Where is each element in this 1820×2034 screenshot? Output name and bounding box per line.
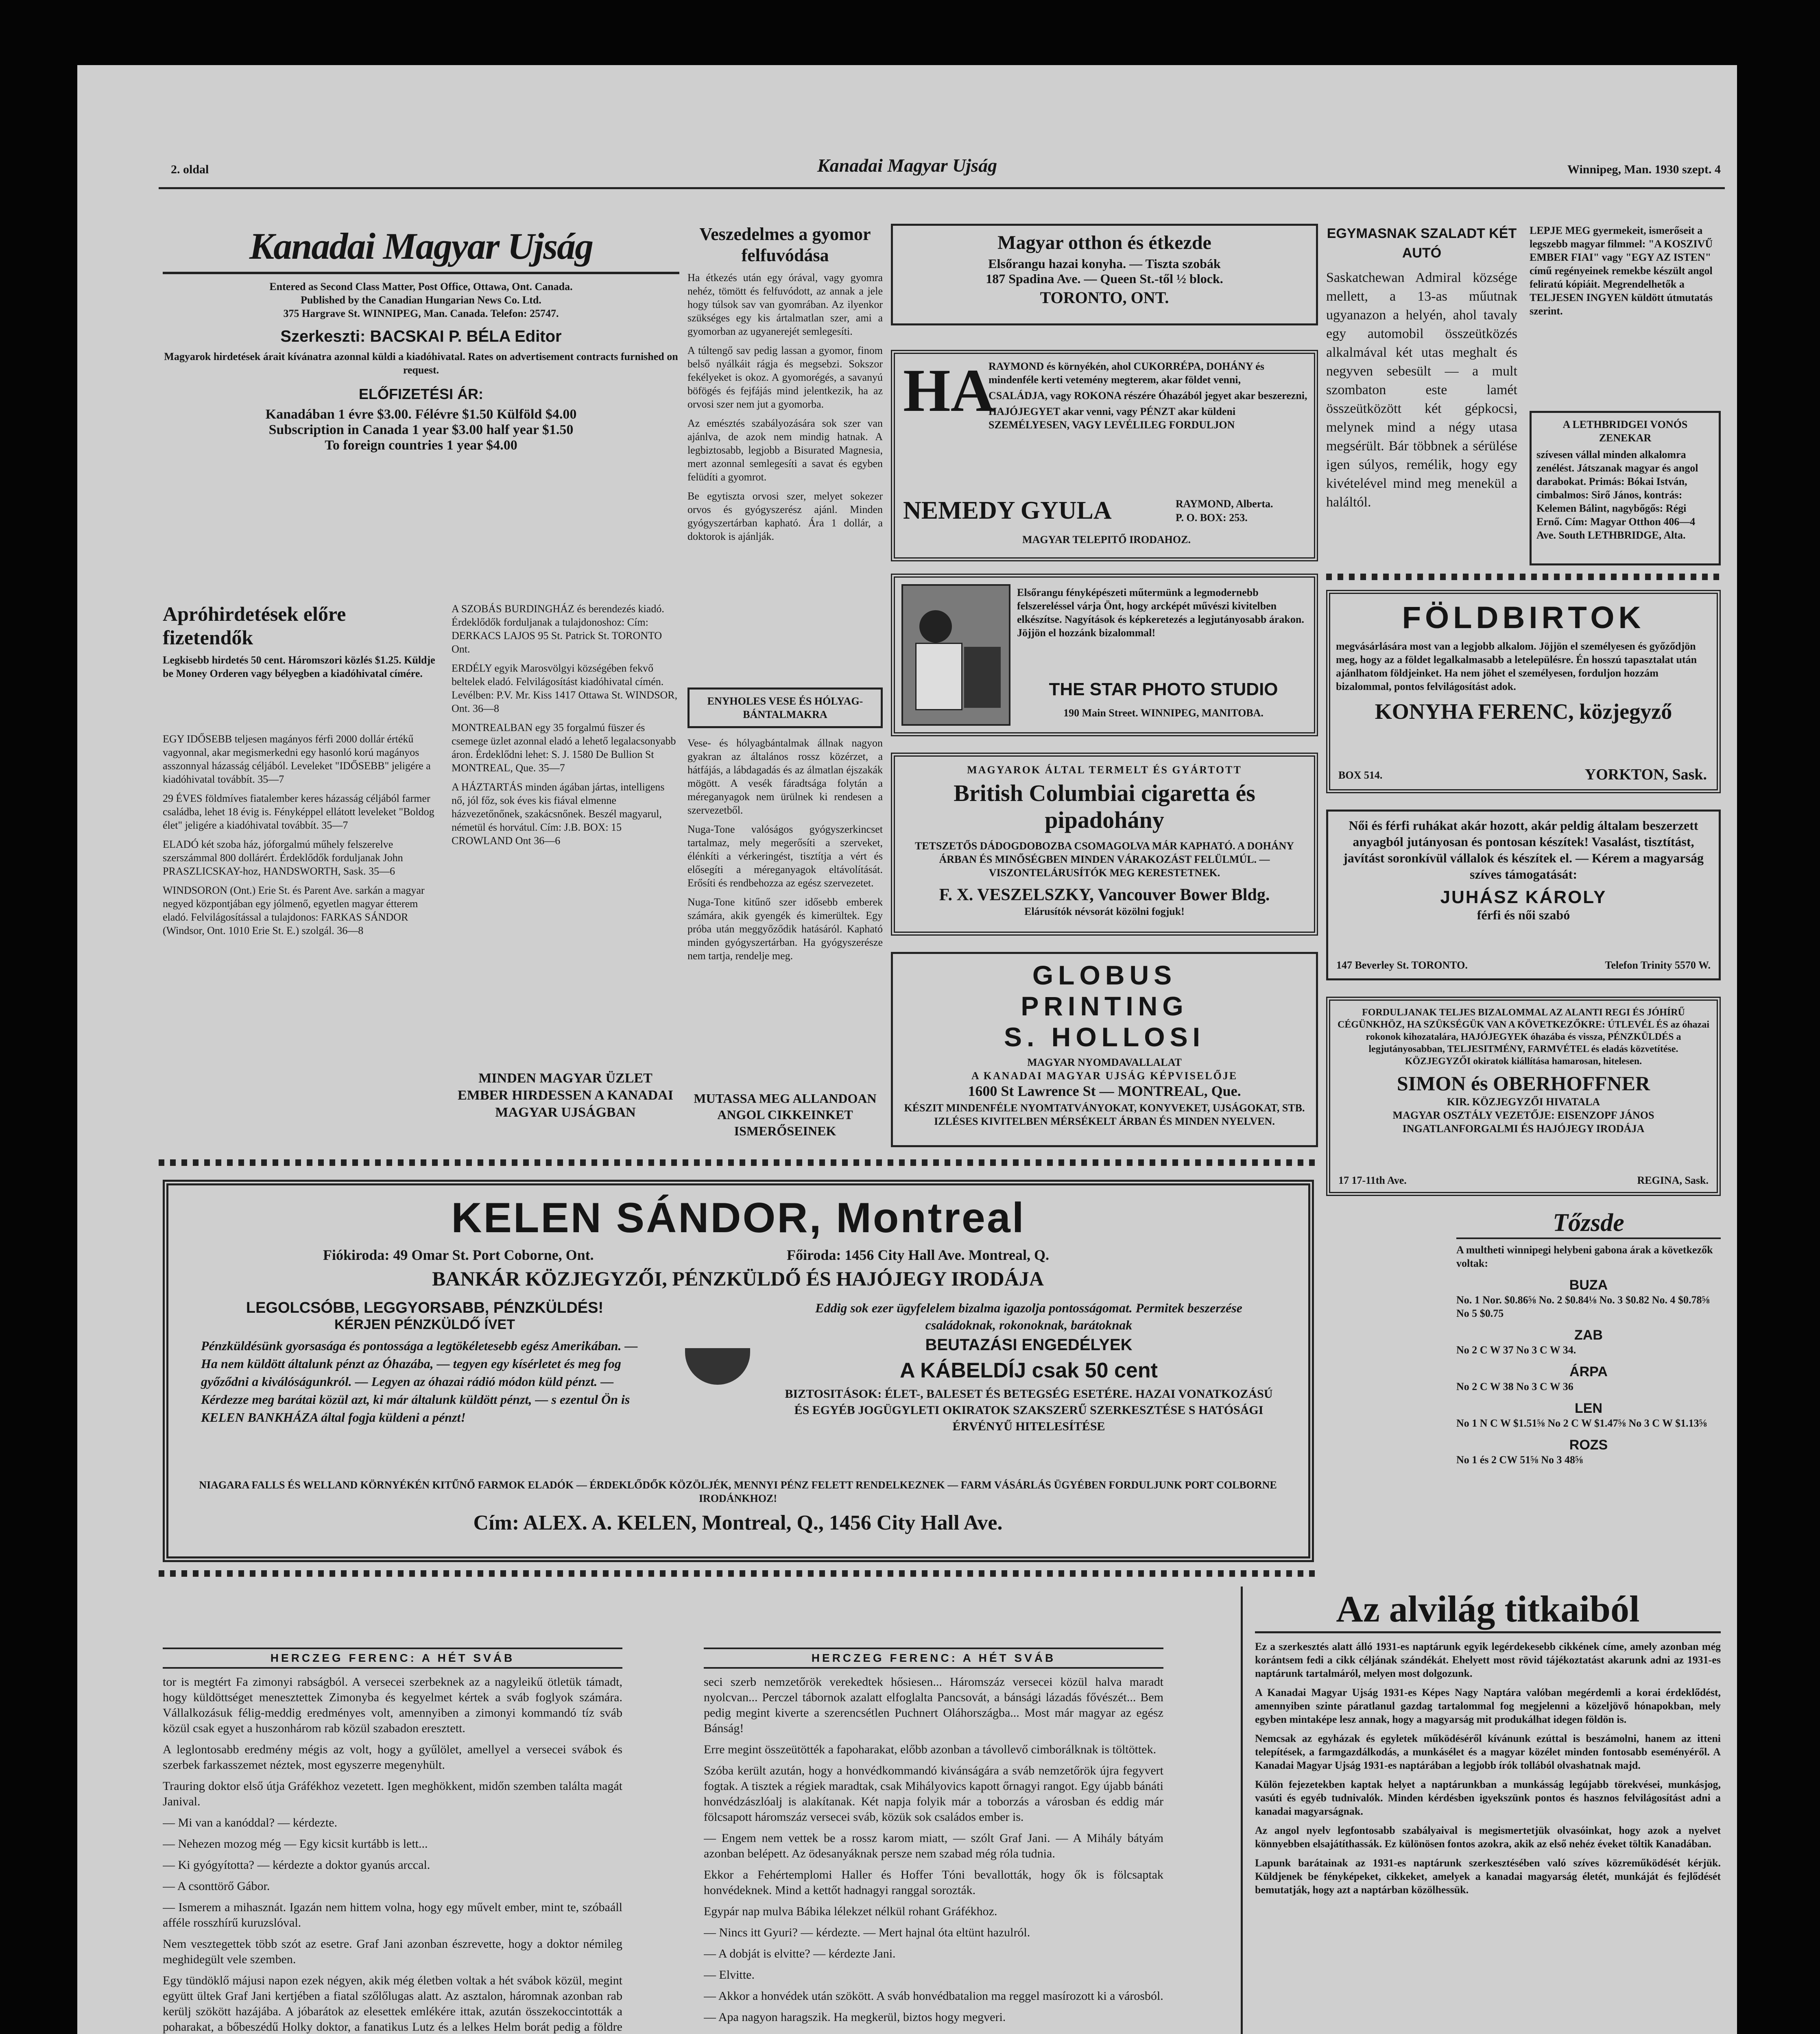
stock-item-text: No. 1 Nor. $0.86⅝ No. 2 $0.84⅛ No. 3 $0.82 No. 4 $0.78⅝ No 5 $0.75: [1456, 1294, 1710, 1319]
wavy-divider: [1326, 574, 1721, 580]
ad-tailor-name: JUHÁSZ KÁROLY: [1440, 887, 1607, 907]
ad-photo-address: 190 Main Street. WINNIPEG, MANITOBA.: [1063, 707, 1264, 719]
article-kidney-title: ENYHOLES VESE ÉS HÓLYAG-BÁNTALMAKRA: [687, 687, 883, 728]
ad-film: LEPJE MEG gyermekeit, ismerőseit a legszebb magyar filmmel: "A KOSZIVŰ EMBER FIAI" vagy "EGY AZ ISTEN" című regényeinek remekbe készült angol feliratú kópiáit. Megrendelhetők a TELJESEN INGYEN küldött útmutatás szerint.: [1530, 225, 1713, 317]
ad-star-photo: [891, 574, 1318, 736]
ad-land-name: KONYHA FERENC, közjegyző: [1375, 699, 1672, 724]
ad-nemedy-line: HAJÓJEGYET akar venni, vagy PÉNZT akar küldeni SZEMÉLYESEN, VAGY LEVÉLILEG FORDULJON: [989, 406, 1236, 431]
ad-kelen-subtitle: BANKÁR KÖZJEGYZŐI, PÉNZKÜLDŐ ÉS HAJÓJEGY IRODÁJA: [432, 1267, 1044, 1290]
classified-ad: WINDSORON (Ont.) Erie St. és Parent Ave. sarkán a magyar negyed központjában egy jólmenő, egyetlen magyar étterem eladó. Felvilágosítással a tulajdonos: FARKAS SÁNDOR (Windsor, Ont. 1010 Erie St. E.) szolgál. 36—8: [163, 884, 425, 936]
novel-paragraph: Egypár nap mulva Bábika lélekzet nélkül rohant Gráfékhoz.: [704, 1905, 997, 1918]
article-paragraph: A túltengő sav pedig lassan a gyomor, finom belső nyálkáit rágja és megsebzi. Sokszor fekélyeket is okoz. A gyomorégés, a savanyú böfögés és fejfájás mind jelentkezik, ha az orvosi szer nem jut a gyomorba.: [687, 345, 883, 410]
article-underworld: [1241, 1587, 1721, 2034]
ad-globus-rep: A KANADAI MAGYAR UJSÁG KÉPVISELŐJE: [971, 1070, 1238, 1082]
ad-photo-text: Elsőrangu fényképészeti műtermünk a legmodernebb felszereléssel várja Önt, hogy arcképét művészi kivitelben elkészítse. Nagyítások és képkeretezés a legjutányosabb árakon. Jöjjön el hozzánk bizalommal!: [1017, 587, 1304, 639]
stock-item: [1456, 1401, 1721, 1430]
stock-title: Tőzsde: [1456, 1208, 1721, 1239]
novel-paragraph: — Apa nagyon haragszik. Ha megkerül, biztos hogy megveri.: [704, 2010, 1006, 2024]
stock-item-name: BUZA: [1569, 1277, 1608, 1293]
novel-paragraph: — Akkor a honvédek után szökött. A sváb honvédbatalion ma reggel masírozott ki a városból.: [704, 1989, 1163, 2003]
novel-paragraph: A leglontosabb eredmény mégis az volt, hogy a gyűlölet, amellyel a versecei svábok és szerbek farkasszemet néztek, most egyszerre megenyhült.: [163, 1743, 622, 1772]
ad-land-city: YORKTON, Sask.: [1584, 766, 1707, 783]
ad-kelen-sandor: [163, 1180, 1314, 1562]
ad-kelen-footer-note: NIAGARA FALLS ÉS WELLAND KÖRNYÉKÉN KITŰNŐ FARMOK ELADÓK — ÉRDEKLŐDŐK KÖZÖLJÉK, MENNYI PÉNZ FELETT RENDELKEZNEK — FARM VÁSÁRLÁS ÜGYÉBEN FORDULJUNK PORT COLBORNE IRODÁNKHOZ!: [199, 1479, 1277, 1504]
stock-item: [1456, 1437, 1721, 1467]
novel-paragraph: Ekkor a Fehértemplomi Haller és Hoffer Tóni bevallották, hogy ők is fölcsaptak honvédeknek. Mind a kettőt hadnagyi ranggal sorozták.: [704, 1868, 1163, 1897]
ad-globus-title1: GLOBUS: [1032, 960, 1177, 990]
ad-kelen-left-text: Pénzküldésünk gyorsasága és pontossága a legtökéletesebb egész Amerikában. — Ha nem küldött általunk pénzt az Óhazába, — tegyen egy kísérletet és meg fog győződni a kiválóságunkról. — Legyen az óhazai rádió módon küld pénzt. — Kérdezze meg barátai közül azt, ki már általunk küldött pénzt, — s ezentul Ön is KELEN BANKHÁZA által fogja küldeni a pénzt!: [201, 1338, 638, 1425]
wavy-divider: [159, 1159, 1318, 1166]
article-paragraph: A Kanadai Magyar Ujság 1931-es Képes Nagy Naptára valóban megérdemli a korai érdeklődést, amennyiben szinte páratlanul gazdag tartalommal fog megjelenni a közeljövő hónapokban, mely egyben mintaképe lesz annak, hogy a magyarság mit produkálhat idegen földön is.: [1255, 1687, 1721, 1725]
ad-globus-text: KÉSZIT MINDENFÉLE NYOMTATVÁNYOKAT, KONYVEKET, UJSÁGOKAT, STB. IZLÉSES KIVITELBEN MÉRSÉKELT ÁRBAN ÉS MINDEN NYELVEN.: [904, 1102, 1305, 1127]
article-auto-title: EGYMASNAK SZALADT KÉT AUTÓ: [1327, 226, 1517, 261]
masthead-rates-note: Magyarok hirdetések árait kívánatra azonnal küldi a kiadóhivatal. Rates on advertisement contracts furnished on request.: [164, 351, 678, 376]
article-paragraph: Vese- és hólyagbántalmak állnak nagyon gyakran az általános rossz közérzet, a hátfájás, a lábdagadás és az álmatlan éjszakák mögött. A vesék fáradtsága folytán a méreganyagok nem ürülnek ki rendesen a szervezetből.: [687, 737, 883, 816]
ad-simon-sub: KIR. KÖZJEGYZŐI HIVATALA: [1447, 1096, 1600, 1108]
stock-item-name: ROZS: [1569, 1437, 1608, 1453]
novel-paragraph: Egy tündöklő májusi napon ezek négyen, akik még életben voltak a hét svábok közül, megint együtt ültek Graf Jani kertjében a fiatal szőlőlugas alatt. Az asztalon, háromnak azonban rab kerülj szökött hazájába. A jóbarátok az elesettek emlékére ittak, azután összekoccintották a poharakat, a bőbeszédű Holky doktor, a fanatikus Lutz és a lelkes Helm borát pedig a földre: [163, 1974, 622, 2034]
masthead-line-1: Entered as Second Class Matter, Post Office, Ottawa, Ont. Canada.: [269, 281, 573, 292]
ad-cigarette: [891, 753, 1318, 936]
ad-kelen-cable: A KÁBELDÍJ csak 50 cent: [900, 1359, 1158, 1382]
article-kidney: [687, 736, 883, 1086]
ad-kelen-address: Cím: ALEX. A. KELEN, Montreal, Q., 1456 City Hall Ave.: [473, 1511, 1003, 1534]
novel-paragraph: — Mi van a kanóddal? — kérdezte.: [163, 1816, 338, 1829]
novel-paragraph: — Ki gyógyította? — kérdezte a doktor gyanús arccal.: [163, 1858, 430, 1872]
ad-simon-city: REGINA, Sask.: [1637, 1174, 1709, 1186]
stock-item: [1456, 1364, 1721, 1393]
ad-tailor-role: férfi és női szabó: [1477, 908, 1570, 922]
ad-globus-title2: PRINTING: [1021, 991, 1188, 1021]
ad-cigarette-name: F. X. VESZELSZKY, Vancouver Bower Bldg.: [939, 886, 1270, 904]
ad-kelen-right-text2: BIZTOSITÁSOK: ÉLET-, BALESET ÉS BETEGSÉG ESETÉRE. HAZAI VONATKOZÁSÚ ÉS EGYÉB JOGÜGYLETI OKIRATOK SZAKSZERŰ SZERKESZTÉSE S HATÓSÁGI ÉRVÉNYŰ HITELESÍTÉSE: [785, 1387, 1273, 1433]
ad-simon-line: MAGYAR OSZTÁLY VEZETŐJE: EISENZOPF JÁNOS INGATLANFORGALMI ÉS HAJÓJEGY IRODÁJA: [1392, 1109, 1654, 1135]
classifieds-right-column: [452, 602, 679, 1070]
stock-item-text: No 2 C W 38 No 3 C W 36: [1456, 1381, 1573, 1392]
ad-kelen-title: KELEN SÁNDOR, Montreal: [451, 1194, 1026, 1242]
article-auto: [1326, 224, 1517, 557]
ad-cigarette-text: TETSZETŐS DÁDOGDOBOZBA CSOMAGOLVA MÁR KAPHATÓ. A DOHÁNY ÁRBAN ÉS MINŐSÉGBEN MINDEN VÁRAKOZÁST FELÜLMÚL. — VISZONTELÁRUSÍTÓK MEG KERESTETNEK.: [914, 840, 1294, 879]
stock-item-name: ZAB: [1574, 1327, 1603, 1343]
ad-tailor: [1326, 810, 1721, 980]
ad-land-text: megvásárlására most van a legjobb alkalom. Jöjjön el személyesen és győződjön meg, hogy az a földet legalkalmasabb a letelepülésre. Én hosszú tapasztalat után ajánlhatom földjeinket. Ha nem jöhet el személyesen, forduljon hozzám bizalommal, pontos felvilágosítást adok.: [1336, 640, 1697, 692]
stock-item: [1456, 1327, 1721, 1357]
stock-item-name: ÁRPA: [1569, 1364, 1608, 1379]
novel-paragraph: tor is megtért Fa zimonyi rabságból. A versecei szerbeknek az a nagyleikű ötletük támadt, hogy küldöttséget menesztettek Zimonyba és kegyelmet kértek a sváb foglyok számára. Vállalkozásuk félig-meddig eredményes volt, amennyiben a zimonyi kommandó tíz sváb közül csak egyet a huszonhárom rab közül szabadon eresztett.: [163, 1675, 622, 1735]
header-rule: [159, 187, 1725, 189]
stock-exchange: [1456, 1208, 1721, 1599]
subscription-title: ELŐFIZETÉSI ÁR:: [359, 386, 483, 402]
ad-home-title: Magyar otthon és étkezde: [997, 232, 1211, 253]
ad-kelen-branch: Fiókiroda: 49 Omar St. Port Coborne, Ont.: [323, 1247, 594, 1263]
ad-photo-name: THE STAR PHOTO STUDIO: [1049, 679, 1278, 699]
novel-left: [163, 1648, 622, 2034]
article-paragraph: Az emésztés szabályozására sok szer van ajánlva, de azok nem mindig hatnak. A legbiztosabb, legjobb a Bisurated Magnesia, mert azonnal semlegesíti a savat és egyben felüdíti a gyomrot.: [687, 417, 883, 483]
article-paragraph: Ez a szerkesztés alatt álló 1931-es naptárunk egyik legérdekesebb cikkének címe, amely azonban még korántsem fedi a cikk céljának szándékát. Ehelyett most rövid tájékoztatást akarunk adni az 1931-es naptárunk tartalmáról, melyen most dolgozunk.: [1255, 1641, 1721, 1679]
ad-nemedy-addr1: RAYMOND, Alberta.: [1176, 498, 1273, 510]
classifieds-title: Apróhirdetések előre fizetendők: [163, 602, 346, 649]
ad-kelen-left-head: LEGOLCSÓBB, LEGGYORSABB, PÉNZKÜLDÉS!: [246, 1299, 604, 1316]
article-stomach-title: Veszedelmes a gyomor felfuvódása: [699, 224, 871, 265]
ad-kelen-left-head2: KÉRJEN PÉNZKÜLDŐ ÍVET: [334, 1317, 515, 1332]
ad-home-address: 187 Spadina Ave. — Queen St.-től ½ block.: [986, 271, 1223, 286]
ad-globus-addr: 1600 St Lawrence St — MONTREAL, Que.: [968, 1083, 1241, 1099]
ad-nemedy-addr2: P. O. BOX: 253.: [1176, 512, 1248, 524]
ad-nemedy-tag: MAGYAR TELEPITŐ IRODAHOZ.: [1022, 534, 1191, 546]
ad-land-box: BOX 514.: [1338, 769, 1383, 781]
classified-ad: ERDÉLY egyik Marosvölgyi községében fekvő beltelek eladó. Felvilágosítást kiadóhivatal címén. Levélben: P.V. Mr. Kiss 1417 Ottawa St. WINDSOR, Ont. 36—8: [452, 662, 678, 714]
novel-left-header: HERCZEG FERENC: A HÉT SVÁB: [163, 1648, 622, 1669]
page-date: Winnipeg, Man. 1930 szept. 4: [1567, 163, 1721, 176]
article-paragraph: Külön fejezetekben kaptak helyet a naptárunkban a munkásság legújabb törekvései, munkásjog, vasúti és egyéb tudnivalók. Minden kérdésben igyekszünk pontos és hasznos felvilágosítást adni a kanadai magyarságnak.: [1255, 1779, 1721, 1817]
photo-studio-illustration: [901, 584, 1010, 726]
ad-globus-title3: S. HOLLOSI: [1004, 1022, 1205, 1052]
novel-paragraph: Trauring doktor első útja Gráfékhoz vezetett. Igen meghökkent, midőn szemben találta magát Janival.: [163, 1779, 622, 1808]
article-paragraph: Lapunk barátainak az 1931-es naptárunk szerkesztésében való szíves közreműködését kérjük. Küldjenek be fényképeket, cikkeket, amelyek a kanadai magyarság életét, munkáját és fejlődését bemutatják, hogy azt a naptárban közölhessük.: [1255, 1857, 1721, 1896]
ad-globus-sub: MAGYAR NYOMDAVALLALAT: [1027, 1056, 1182, 1068]
novel-paragraph: — Nehezen mozog még — Egy kicsit kurtább is lett...: [163, 1837, 428, 1851]
ad-simon-oberhoffner: [1326, 997, 1721, 1196]
novel-right-header: HERCZEG FERENC: A HÉT SVÁB: [704, 1648, 1163, 1669]
novel-right: [704, 1648, 1163, 2034]
stock-item-name: LEN: [1575, 1401, 1602, 1416]
subscription-line-1: Kanadában 1 évre $3.00. Félévre $1.50 Külföld $4.00: [265, 407, 577, 422]
article-underworld-title: Az alvilág titkaiból: [1255, 1587, 1721, 1633]
ad-nemedy: [891, 350, 1318, 561]
subscription-line-2: Subscription in Canada 1 year $3.00 half year $1.50: [268, 422, 574, 437]
ad-cigarette-title: British Columbiai cigaretta és pipadohány: [954, 780, 1255, 833]
classified-ad: ELADÓ két szoba ház, jóforgalmú műhely felszerelve szerszámmal 800 dollárért. Érdeklődők forduljanak John PRASZLICSKAY-hoz, HANDSWORTH, Sask. 35—6: [163, 838, 403, 877]
stock-item-text: No 2 C W 37 No 3 C W 34.: [1456, 1344, 1576, 1356]
masthead-logo: Kanadai Magyar Ujság: [163, 224, 679, 274]
masthead: [163, 224, 679, 590]
ad-lethbridge-title: A LETHBRIDGEI VONÓS ZENEKAR: [1562, 419, 1688, 444]
ad-tailor-phone: Telefon Trinity 5570 W.: [1605, 959, 1711, 971]
ad-nemedy-line: CSALÁDJA, vagy ROKONA részére Óhazából jegyet akar beszerezni,: [989, 390, 1307, 402]
ad-nemedy-line: RAYMOND és környékén, ahol CUKORRÉPA, DOHÁNY és mindenféle kerti vetemény megterem, akar földet venni,: [989, 360, 1264, 386]
subscription-line-3: To foreign countries 1 year $4.00: [325, 438, 517, 453]
article-paragraph: Ha étkezés után egy órával, vagy gyomra nehéz, tömött és felfuvódott, az annak a jele hogy túlsok sav van gyomrában. Az ilyenkor szükséges egy kis ártalmatlan szer, ami a gyomorban az ugyanerejét semlegesíti.: [687, 272, 883, 337]
article-paragraph: Nuga-Tone valóságos gyógyszerkincset tartalmaz, mely megerősíti a szerveket, élénkíti a vérkeringést, tisztítja a vért és elősegíti a méreganyagok eltávolítását. Erősíti és rendbehozza az egész szervezetet.: [687, 823, 883, 889]
newspaper-page: [77, 65, 1737, 2034]
novel-paragraph: Szóba került azután, hogy a honvédkommandó kivánságára a sváb nemzetőrök újra fegyvert fogtak. A tisztek a régiek maradtak, csak Mihályovics kapott őrnagyi rangot. Egy újabb bánáti honvédzászlóalj is alakítanak. Két napja folyik már a toborzás a városban és eddig már fölcsapott háromszáz versecei sváb, közük sok családos ember is.: [704, 1764, 1163, 1824]
article-paragraph: Nuga-Tone kitűnő szer idősebb emberek számára, akik gyengék és kimerültek. Egy próba után meggyőződik hatásáról. Kapható minden gyógyszertárban. Ha gyógyszerésze nem tartja, rendelje meg.: [687, 896, 883, 962]
kelen-ornament: [685, 1348, 750, 1385]
article-auto-text: Saskatchewan Admiral községe mellett, a 13-as műutnak ugyanazon a helyén, ahol tavaly egy automobil összeütközés alkalmával két utas meghalt és negyven sebesült — a mult szombaton este lamét összeütközött két gépkocsi, melynek mind a négy utasa megsérült. Bár többnek a sérülése igen súlyos, remélik, hogy egy kivételével mind meg menekül a haláltól.: [1326, 270, 1517, 510]
ad-lethbridge-text: szívesen vállal minden alkalomra zenélést. Játszanak magyar és angol darabokat. Primás: Bókai István, cimbalmos: Sirő János, kontrás: Kelemen Bálint, nagybőgős: Régi Ernő. Cím: Magyar Otthon 406—4 Ave. South LETHBRIDGE, Alta.: [1536, 449, 1698, 541]
stock-item: [1456, 1277, 1721, 1320]
ad-kelen-right-head: BEUTAZÁSI ENGEDÉLYEK: [925, 1336, 1133, 1354]
masthead-line-3: 375 Hargrave St. WINNIPEG, Man. Canada. Telefon: 25747.: [283, 308, 559, 319]
novel-paragraph: — Nincs itt Gyuri? — kérdezte. — Mert hajnal óta eltünt hazulról.: [704, 1926, 1030, 1939]
ad-nemedy-name: NEMEDY GYULA: [903, 497, 1112, 524]
novel-paragraph: — Ismerem a mihasznát. Igazán nem hittem volna, hogy egy művelt ember, mint te, szóbaáll afféle rosszhírű kuruzslóval.: [163, 1901, 622, 1929]
classified-ad: A HÁZTARTÁS minden ágában jártas, intelligens nő, jól főz, sok éves kis fiával elmenne házvezetőnőnek, szakácsnőnek. Beszél magyarul, németül és horvátul. Cím: J.B. BOX: 15 CROWLAND Ont 36—6: [452, 781, 665, 847]
novel-paragraph: seci szerb nemzetőrök verekedtek hősiesen... Háromszáz versecei közül halva maradt nyolcvan... Perczel tábornok azalatt elfoglalta Pancsovát, a bánsági lázadás fővészét... Bem pedig megint kiverte a szerencsétlen Puchnert Oláhországba... Most már magyar az egész Bánság!: [704, 1675, 1163, 1735]
classifieds-title-block: [163, 602, 439, 724]
ad-magyar-otthon: [891, 224, 1318, 325]
ad-lethbridge: [1530, 411, 1721, 565]
ad-land-title: FÖLDBIRTOK: [1402, 600, 1645, 635]
novel-paragraph: — Elvitte.: [704, 1968, 755, 1982]
ad-globus-printing: [891, 952, 1318, 1147]
article-paragraph: Az angol nyelv legfontosabb szabályaival is megismertetjük olvasóinkat, hogy azok a nyelvet könnyebben elsajátíthassák. Ez különösen fontos azokra, akik az első nehéz éveket töltik Kanadában.: [1255, 1824, 1721, 1850]
classifieds-left-column: [163, 732, 439, 1147]
stock-item-text: No 1 és 2 CW 51⅝ No 3 48⅝: [1456, 1454, 1583, 1466]
novel-paragraph: — A csonttörő Gábor.: [163, 1879, 270, 1893]
ad-tailor-text: Női és férfi ruhákat akár hozott, akár peldig általam beszerzett anyagból jutányosan és pontosan készítek! Vasalást, tisztítást, javítást soronkívül vállalok és készítek el. — Kérem a magyarság szíves támogatását:: [1343, 818, 1704, 882]
classifieds-slogan: MINDEN MAGYAR ÜZLET EMBER HIRDESSEN A KANADAI MAGYAR UJSÁGBAN: [458, 1071, 673, 1120]
classifieds-intro: Legkisebb hirdetés 50 cent. Háromszori közlés $1.25. Küldje be Money Orderen vagy bélyegben a kiadóhivatal címére.: [163, 654, 435, 679]
article-stomach: [687, 224, 883, 679]
novel-paragraph: — Engem nem vettek be a rossz karom miatt, — szólt Graf Jani. — A Mihály bátyám azonban belépett. Az ödesanyáknak persze nem szabad még róla tudnia.: [704, 1831, 1163, 1860]
article-paragraph: Nemcsak az egyházak és egyletek működéséről kívánunk ezúttal is beszámolni, hanem az itteni telepítések, a farmgazdálkodás, a munkásélet és a magyar közélet minden fontosabb eseményéről. A Kanadai Magyar Ujság 1931-es naptárában a legjobb írók tollából olvashatnak majd.: [1255, 1733, 1721, 1771]
ad-kelen-right-text: Eddig sok ezer ügyfelelem bizalma igazolja pontosságomat. Permitek beszerzése családoknak, rokonoknak, barátoknak: [815, 1301, 1242, 1332]
ad-home-city: TORONTO, ONT.: [1040, 288, 1169, 307]
classified-ad: EGY IDŐSEBB teljesen magányos férfi 2000 dollár értékű vagyonnal, akar megismerkedni egy hasonló korú magányos asszonnyal házasság céljából. Leveleket "IDŐSEBB" jeligére a kiadóhivatal továbbít. 35—7: [163, 733, 431, 785]
masthead-line-2: Published by the Canadian Hungarian News Co. Ltd.: [301, 294, 541, 306]
stock-item-text: No 1 N C W $1.51⅝ No 2 C W $1.47⅝ No 3 C W $1.13⅝: [1456, 1417, 1707, 1429]
classified-ad: A SZOBÁS BURDINGHÁZ és berendezés kiadó. Érdeklődők forduljanak a tulajdonoshoz: Cím: DERKACS LAJOS 95 St. Patrick St. TORONTO Ont.: [452, 603, 664, 655]
classified-ad: 29 ÉVES földmíves fiatalember keres házasság céljából farmer családba, lehet 18 évig is. Fényképpel ellátott leveleket "Boldog élet" jeligére a kiadóhivatal továbbít. 35—7: [163, 792, 434, 831]
ad-simon-name: SIMON és OBERHOFFNER: [1397, 1072, 1650, 1095]
ad-cigarette-note: Elárusítók névsorát közölni fogjuk!: [1024, 906, 1185, 917]
ad-home-text: Elsőrangu hazai konyha. — Tiszta szobák: [988, 256, 1221, 271]
novel-paragraph: Nem vesztegettek több szót az esetre. Graf Jani azonban észrevette, hogy a doktor némileg meghidegült vele szemben.: [163, 1937, 622, 1966]
masthead-editor: Szerkeszti: BACSKAI P. BÉLA Editor: [280, 327, 562, 345]
page-number: 2. oldal: [171, 163, 209, 176]
ad-kelen-main: Főiroda: 1456 City Hall Ave. Montreal, Q.: [787, 1247, 1049, 1263]
wavy-divider: [159, 1570, 1318, 1577]
stock-intro: A multheti winnipegi helybeni gabona árak a következők voltak:: [1456, 1244, 1713, 1269]
novel-paragraph: — A dobját is elvitte? — kérdezte Jani.: [704, 1947, 896, 1960]
article-kidney-slogan: MUTASSA MEG ALLANDOAN ANGOL CIKKEINKET ISMERŐSEINEK: [694, 1091, 877, 1138]
ad-simon-addr: 17 17-11th Ave.: [1338, 1174, 1407, 1186]
article-paragraph: Be egytiszta orvosi szer, melyet sokezer orvos és gyógyszerész ajánl. Minden gyógyszertárban kapható. Ára 1 dollár, a doktorok is ajánlják.: [687, 490, 883, 542]
ad-cigarette-top: MAGYAROK ÁLTAL TERMELT ÉS GYÁRTOTT: [967, 764, 1242, 776]
ad-tailor-addr: 147 Beverley St. TORONTO.: [1336, 959, 1468, 971]
ad-nemedy-big: HA: [903, 357, 995, 424]
ad-simon-text: FORDULJANAK TELJES BIZALOMMAL AZ ALANTI REGI ÉS JÓHÍRŰ CÉGÜNKHÖZ, HA SZÜKSÉGÜK VAN A KÖVETKEZŐKRE: ÚTLEVÉL ÉS az óhazai rokonok kihozatalára, HAJÓJEGYEK óhazába és vissza, PÉNZKÜLDÉS a legjutányosabban, TELJESITMÉNY, FARMVÉTEL és eladás közvetítése. KÖZJEGYZŐI okiratok kiállítása hamarosan, hitelesen.: [1338, 1007, 1709, 1067]
classified-ad: MONTREALBAN egy 35 forgalmú füszer és csemege üzlet azonnal eladó a lehető legalacsonyabb áron. Érdeklődni lehet: S. J. 1580 De Bullion St MONTREAL, Que. 35—7: [452, 722, 676, 774]
ad-foldbirtok: [1326, 590, 1721, 793]
header-logo: Kanadai Magyar Ujság: [817, 155, 997, 176]
novel-paragraph: Erre megint összeütötték a fapoharakat, előbb azonban a távollevő cimborálknak is töltöttek.: [704, 1743, 1157, 1756]
